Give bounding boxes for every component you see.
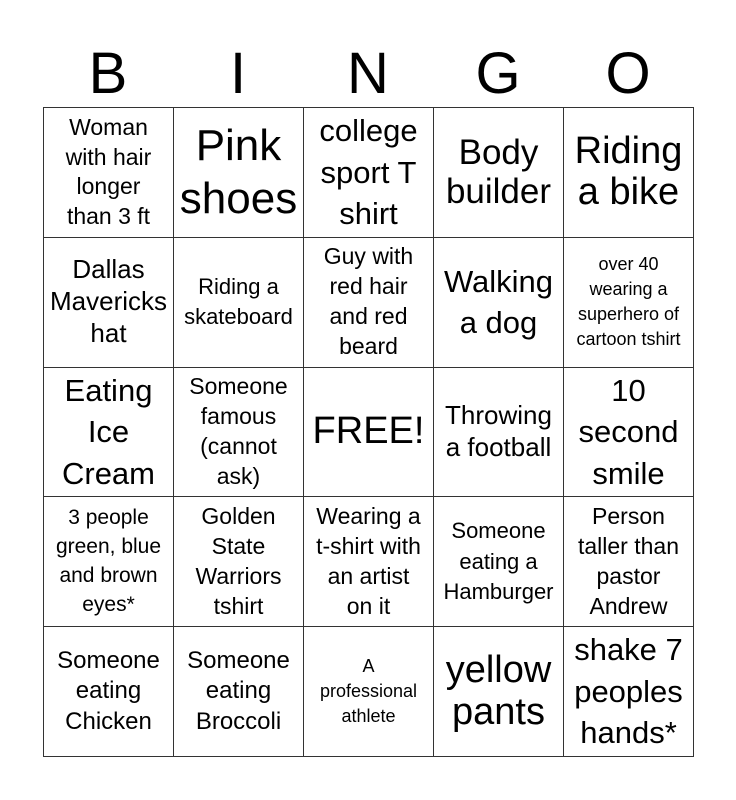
header-letter-o: O (605, 41, 651, 106)
bingo-cell-text: A professional athlete (319, 655, 418, 727)
bingo-cell[interactable] (434, 497, 564, 627)
bingo-cell[interactable] (434, 627, 564, 757)
bingo-cell[interactable] (44, 627, 174, 757)
bingo-cell[interactable] (564, 108, 694, 238)
header-letter-g: G (475, 41, 521, 106)
bingo-cell-text: Person taller than pastor Andrew (577, 503, 679, 619)
bingo-cell[interactable] (434, 108, 564, 238)
bingo-cell-text: Woman with hair longer than 3 ft (65, 113, 152, 230)
bingo-header (43, 42, 693, 106)
bingo-cell[interactable] (434, 238, 564, 368)
bingo-cell[interactable] (44, 108, 174, 238)
header-letter-n: N (347, 41, 389, 106)
bingo-cell-text: Riding a skateboard (184, 273, 293, 330)
bingo-cell[interactable] (174, 627, 304, 757)
bingo-cell-text: shake 7 peoples hands* (574, 632, 683, 751)
bingo-cell-text: Golden State Warriors tshirt (195, 503, 282, 619)
bingo-cell-text: Body builder (445, 132, 552, 212)
bingo-cell-text: Guy with red hair and red beard (323, 243, 414, 360)
bingo-cell-text: Throwing a football (445, 400, 552, 462)
bingo-cell-text: Dallas Mavericks hat (49, 254, 167, 349)
bingo-cell-text: Someone eating a Hamburger (443, 518, 554, 604)
bingo-cell-text: college sport T shirt (319, 113, 418, 232)
bingo-cell[interactable] (304, 627, 434, 757)
bingo-cell[interactable] (304, 497, 434, 627)
bingo-cell-text: Wearing a t-shirt with an artist on it (316, 503, 421, 619)
bingo-grid (43, 107, 694, 757)
bingo-cell[interactable] (44, 497, 174, 627)
bingo-cell[interactable] (564, 368, 694, 498)
bingo-cell[interactable] (304, 238, 434, 368)
bingo-cell-text: 3 people green, blue and brown eyes* (55, 505, 162, 616)
bingo-cell[interactable] (564, 497, 694, 627)
bingo-cell[interactable] (44, 238, 174, 368)
bingo-cell[interactable] (174, 108, 304, 238)
bingo-cell-text: FREE! (312, 410, 425, 453)
bingo-cell[interactable] (174, 497, 304, 627)
bingo-cell[interactable] (44, 368, 174, 498)
bingo-cell[interactable] (564, 238, 694, 368)
bingo-cell-text: 10 second smile (578, 372, 679, 491)
bingo-cell-text: Eating Ice Cream (61, 372, 155, 491)
header-letter-b: B (88, 41, 128, 106)
bingo-cell[interactable] (174, 238, 304, 368)
bingo-cell-text: Someone eating Chicken (57, 646, 160, 735)
header-letter-i: I (229, 41, 247, 106)
bingo-cell[interactable] (564, 627, 694, 757)
bingo-cell[interactable] (434, 368, 564, 498)
bingo-cell[interactable] (174, 368, 304, 498)
bingo-cell[interactable] (304, 368, 434, 498)
bingo-cell[interactable] (304, 108, 434, 238)
bingo-cell-text: yellow pants (445, 648, 552, 733)
bingo-cell-text: Pink shoes (179, 120, 298, 224)
bingo-cell-text: Walking a dog (443, 263, 554, 341)
bingo-cell-text: Someone eating Broccoli (187, 646, 290, 735)
bingo-cell-text: over 40 wearing a superhero of cartoon tshirt (576, 253, 681, 350)
bingo-cell-text: Someone famous (cannot ask) (189, 373, 288, 489)
bingo-cell-text: Riding a bike (574, 129, 683, 214)
